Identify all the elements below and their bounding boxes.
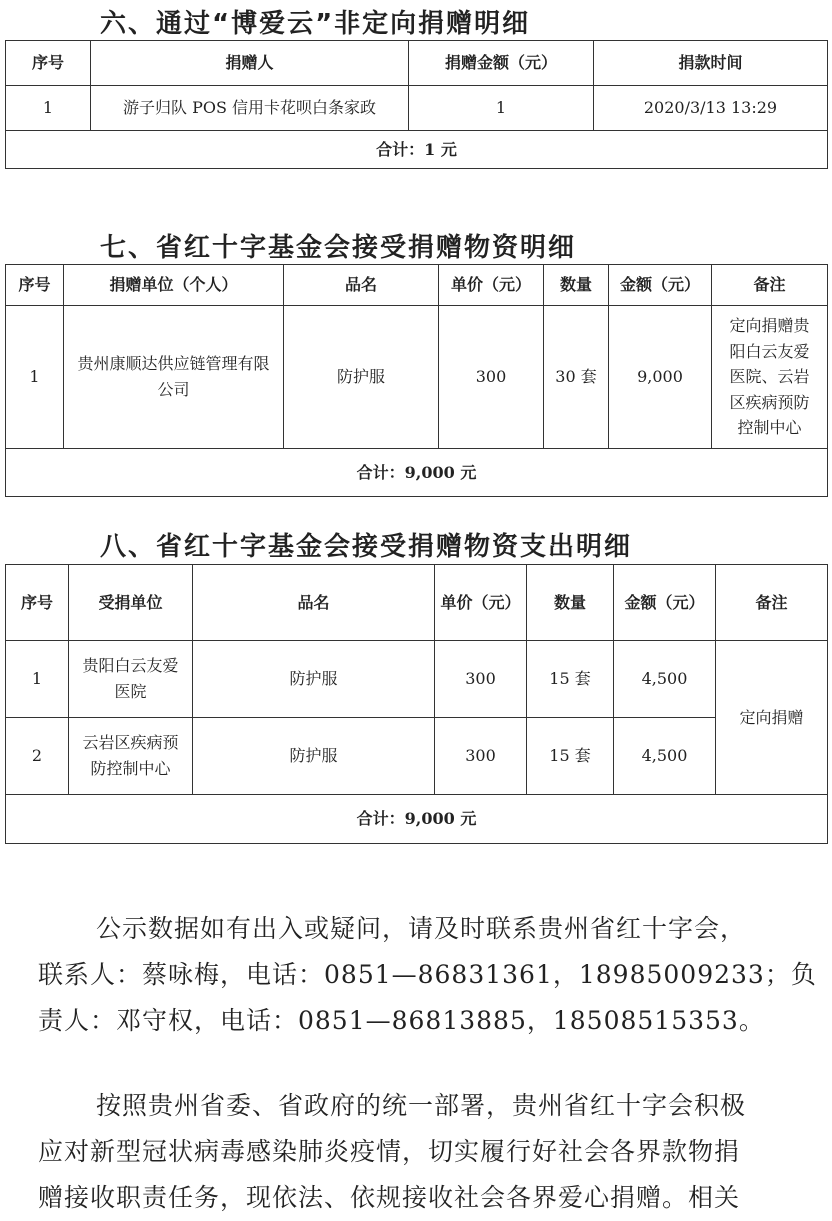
cell-item: 防护服	[193, 641, 435, 718]
header-donor: 捐赠人	[91, 41, 409, 86]
header-note: 备注	[716, 565, 828, 641]
cell-note: 定向捐赠贵阳白云友爱医院、云岩区疾病预防控制中心	[712, 306, 828, 449]
header-amount: 捐赠金额（元）	[409, 41, 594, 86]
header-unit-price: 单价（元）	[439, 265, 544, 306]
section8-total: 合计：9,000 元	[6, 795, 828, 844]
section8-table	[5, 564, 828, 844]
cell-amount: 4,500	[614, 641, 716, 718]
header-amount: 金额（元）	[614, 565, 716, 641]
cell-item: 防护服	[284, 306, 439, 449]
cell-unit-price: 300	[435, 641, 527, 718]
cell-quantity: 15 套	[527, 641, 614, 718]
section7-total: 合计：9,000 元	[6, 449, 828, 497]
cell-unit-price: 300	[439, 306, 544, 449]
paragraph-line: 公示数据如有出入或疑问，请及时联系贵州省红十字会，	[96, 914, 747, 943]
header-recipient: 受捐单位	[69, 565, 193, 641]
cell-recipient: 贵阳白云友爱医院	[69, 641, 193, 718]
cell-seq: 1	[6, 86, 91, 131]
paragraph-line: 联系人：蔡咏梅，电话：0851—86831361，18985009233；负	[38, 960, 817, 989]
section6-title: 六、通过“博爱云”非定向捐赠明细	[100, 9, 531, 39]
cell-amount: 9,000	[609, 306, 712, 449]
section7-title: 七、省红十字基金会接受捐赠物资明细	[100, 233, 577, 263]
header-item: 品名	[193, 565, 435, 641]
paragraph-line: 应对新型冠状病毒感染肺炎疫情，切实履行好社会各界款物捐	[38, 1137, 741, 1166]
section6-table	[5, 40, 828, 169]
table-row	[6, 306, 828, 449]
cell-amount: 1	[409, 86, 594, 131]
header-donor-unit: 捐赠单位（个人）	[64, 265, 284, 306]
cell-item: 防护服	[193, 718, 435, 795]
header-quantity: 数量	[527, 565, 614, 641]
header-time: 捐款时间	[594, 41, 828, 86]
header-seq: 序号	[6, 565, 69, 641]
table-row	[6, 718, 828, 795]
cell-seq: 1	[6, 306, 64, 449]
paragraph-line: 责人：邓守权，电话：0851—86813885，18508515353。	[38, 1006, 765, 1035]
cell-donor-unit: 贵州康顺达供应链管理有限公司	[64, 306, 284, 449]
header-quantity: 数量	[544, 265, 609, 306]
cell-seq: 1	[6, 641, 69, 718]
header-note: 备注	[712, 265, 828, 306]
section7-table	[5, 264, 828, 497]
header-seq: 序号	[6, 265, 64, 306]
cell-time: 2020/3/13 13:29	[594, 86, 828, 131]
contact-paragraph	[38, 906, 818, 1044]
cell-recipient: 云岩区疾病预防控制中心	[69, 718, 193, 795]
deployment-paragraph	[38, 1083, 818, 1221]
section6-total: 合计：1 元	[6, 131, 828, 169]
cell-unit-price: 300	[435, 718, 527, 795]
cell-seq: 2	[6, 718, 69, 795]
header-amount: 金额（元）	[609, 265, 712, 306]
cell-note: 定向捐赠	[716, 641, 828, 795]
section8-title: 八、省红十字基金会接受捐赠物资支出明细	[100, 532, 633, 562]
table-row	[6, 86, 828, 131]
cell-donor: 游子归队 POS 信用卡花呗白条家政	[91, 86, 409, 131]
paragraph-line: 按照贵州省委、省政府的统一部署，贵州省红十字会积极	[96, 1091, 747, 1120]
header-seq: 序号	[6, 41, 91, 86]
header-unit-price: 单价（元）	[435, 565, 527, 641]
cell-quantity: 15 套	[527, 718, 614, 795]
cell-quantity: 30 套	[544, 306, 609, 449]
header-item: 品名	[284, 265, 439, 306]
table-row	[6, 641, 828, 718]
paragraph-line: 赠接收职责任务，现依法、依规接收社会各界爱心捐赠。相关	[38, 1183, 741, 1212]
cell-amount: 4,500	[614, 718, 716, 795]
